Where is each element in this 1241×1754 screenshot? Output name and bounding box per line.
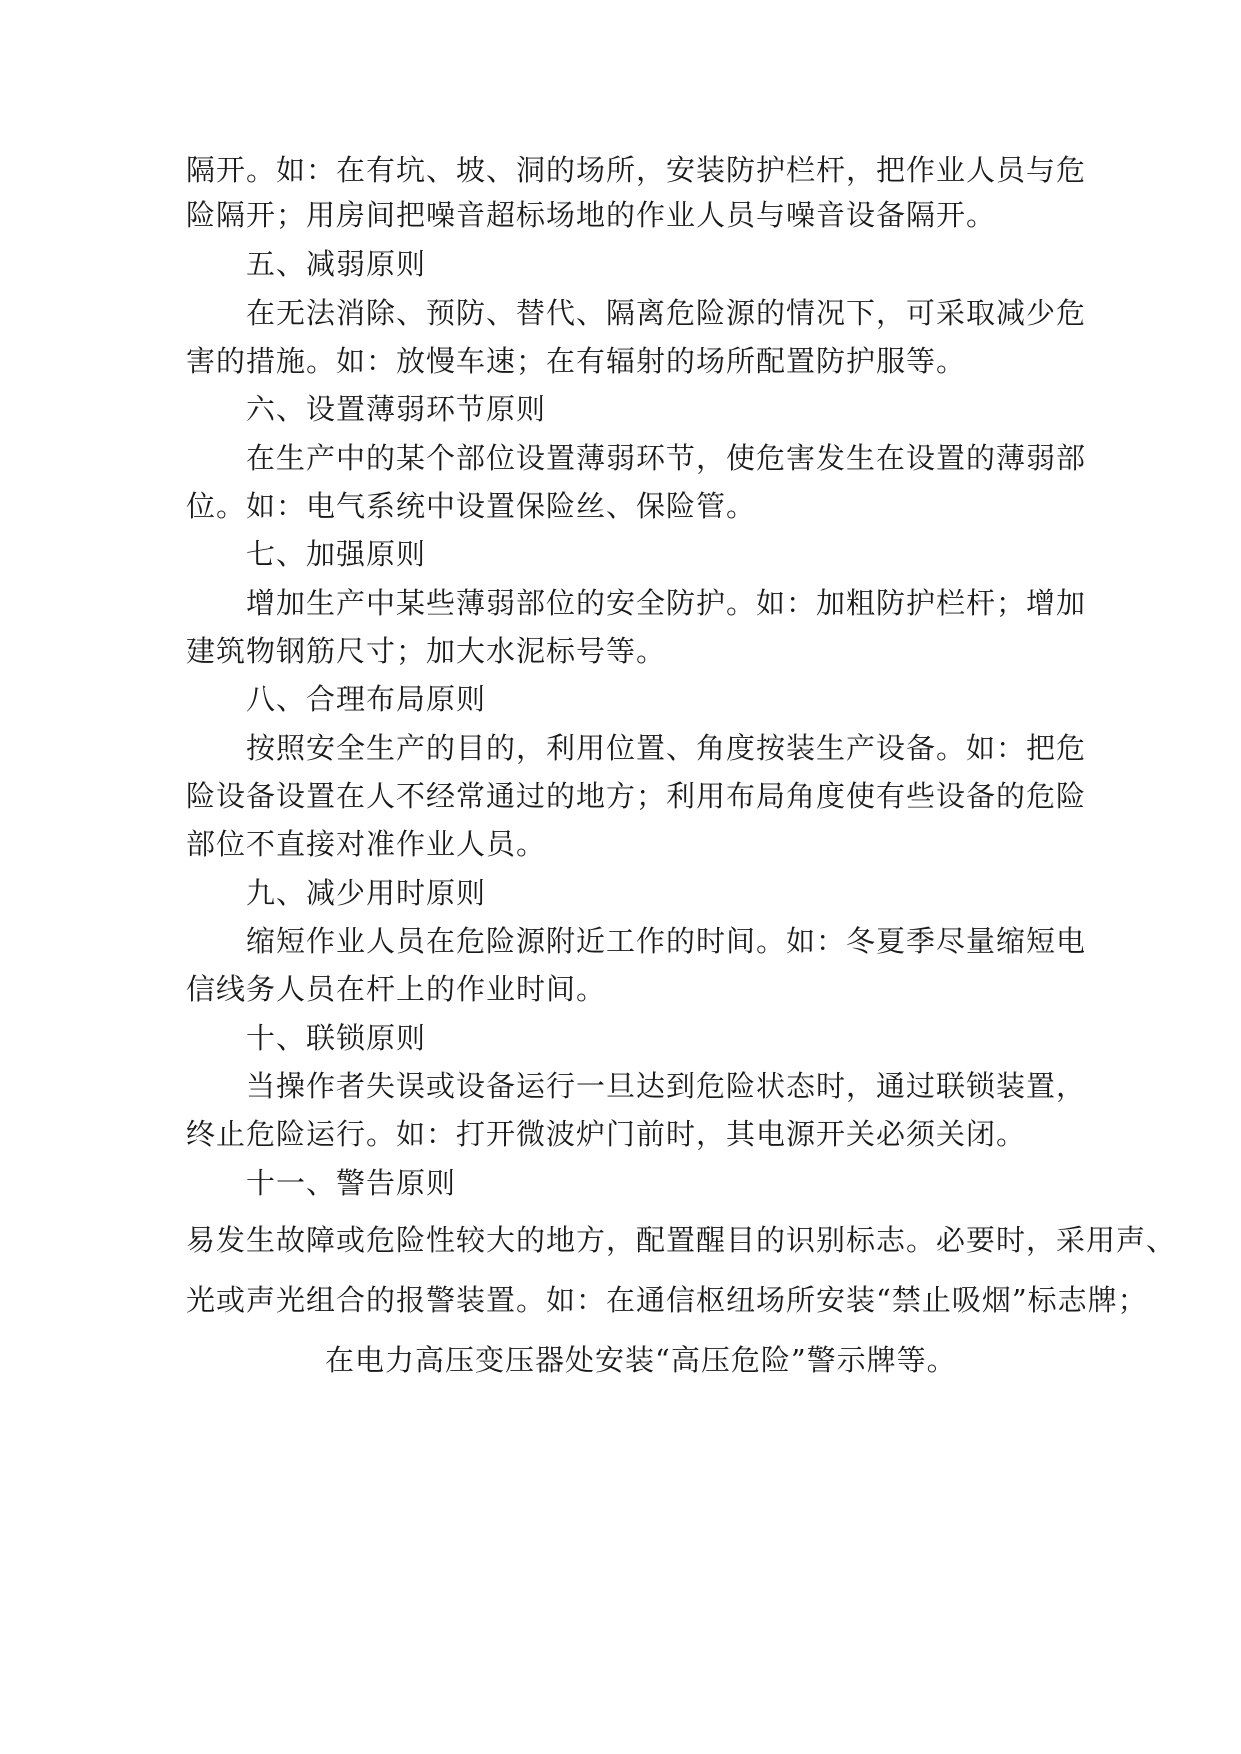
paragraph-line: 部位不直接对准作业人员。 [186,827,547,861]
paragraph-line: 害的措施。如：放慢车速；在有辐射的场所配置防护服等。 [186,344,967,378]
paragraph-line: 在无法消除、预防、替代、隔离危险源的情况下，可采取减少危 [246,296,1087,330]
paragraph-line-centered: 在电力高压变压器处安装“高压危险”警示牌等。 [325,1343,957,1377]
paragraph-line: 位。如：电气系统中设置保险丝、保险管。 [186,489,757,523]
paragraph-line: 终止危险运行。如：打开微波炉门前时，其电源开关必须关闭。 [186,1117,1027,1151]
section-heading-11: 十一、警告原则 [246,1166,457,1200]
section-heading-5: 五、减弱原则 [246,247,427,281]
paragraph-line: 隔开。如：在有坑、坡、洞的场所，安装防护栏杆，把作业人员与危 [186,153,1087,187]
paragraph-line: 光或声光组合的报警装置。如：在通信枢纽场所安装“禁止吸烟”标志牌； [186,1283,1148,1317]
paragraph-line: 增加生产中某些薄弱部位的安全防护。如：加粗防护栏杆；增加 [246,586,1087,620]
paragraph-line: 当操作者失误或设备运行一旦达到危险状态时，通过联锁装置， [246,1069,1087,1103]
paragraph-line: 险隔开；用房间把噪音超标场地的作业人员与噪音设备隔开。 [186,198,997,232]
paragraph-line: 按照安全生产的目的，利用位置、角度按装生产设备。如：把危 [246,731,1087,765]
paragraph-line: 信线务人员在杆上的作业时间。 [186,972,607,1006]
paragraph-line: 缩短作业人员在危险源附近工作的时间。如：冬夏季尽量缩短电 [246,924,1087,958]
section-heading-10: 十、联锁原则 [246,1021,427,1055]
section-heading-8: 八、合理布局原则 [246,682,487,716]
section-heading-9: 九、减少用时原则 [246,876,487,910]
paragraph-line: 建筑物钢筋尺寸；加大水泥标号等。 [186,634,667,668]
paragraph-line: 在生产中的某个部位设置薄弱环节，使危害发生在设置的薄弱部 [246,441,1087,475]
paragraph-line: 险设备设置在人不经常通过的地方；利用布局角度使有些设备的危险 [186,779,1087,813]
paragraph-line: 易发生故障或危险性较大的地方，配置醒目的识别标志。必要时，采用声、 [186,1223,1177,1257]
section-heading-7: 七、加强原则 [246,537,427,571]
section-heading-6: 六、设置薄弱环节原则 [246,392,547,426]
